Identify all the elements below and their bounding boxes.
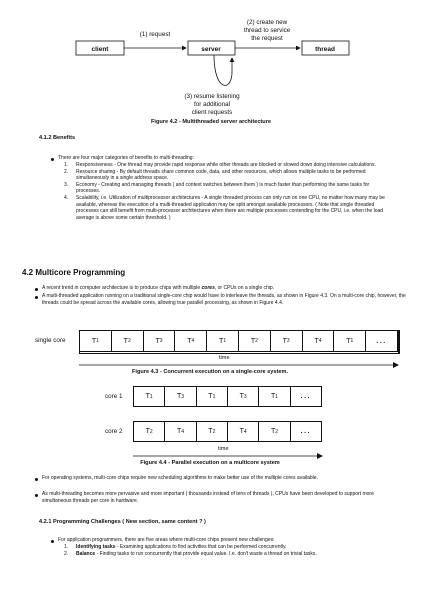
continuation-cell: ... [376,337,387,345]
resume-loop-arrow [214,55,232,85]
multicore-bullet-1: A recent trend in computer architecture is to produce chips with multiple cores, or CPUs on a single chip. [42,285,275,291]
benefit-item: 4. Scalability, i.e. Utilization of multiprocessor architectures - A single threaded process can only run on one CPU, no matter how many may be available, whereas the execution of a multi-threaded application may be split amongst available processors. ( Note that single threaded processes can still benefit from multi-processor architectures when there are multiple processes contending for the CPU, i.e. when the load average is above some certain threshold. ) [64,194,385,221]
multicore-heading: 4.2 Multicore Programming [22,268,126,277]
benefits-heading: 4.1.2 Benefits [39,135,76,141]
continuation-cell: ... [300,393,311,400]
time-slice: T 2 [197,422,228,441]
figure-4-4-caption: Figure 4.4 - Parallel execution on a multicore system [140,460,280,466]
core-2-timeline [133,421,322,442]
challenges-intro: For application programmers, there are five areas where multi-core chips present new challenges: [58,537,275,543]
time-slice: T 3 [228,387,259,406]
time-slice: T 1 [197,387,228,406]
benefits-intro: There are four major categories of benefits to multi-threading: [58,155,194,161]
client-label: client [91,46,109,53]
create-label-3: the request [251,35,283,42]
benefit-item: 2. Resource sharing - By default threads share common code, data, and other resources, which allows multiple tasks to be performed simultaneously in a single address space. [64,168,366,182]
server-label: server [201,46,221,53]
time-slice: T 3 [271,331,303,351]
time-label-1: time [219,355,230,361]
create-label-1: (2) create new [246,19,288,26]
challenge-item: 1. Identifying tasks - Examining applications to find activities that can be performed concurrently. [64,544,287,550]
time-slice: T 3 [144,331,176,351]
time-slice: T 4 [165,422,196,441]
time-slice: T 1 [259,387,290,406]
time-slice: T 2 [134,422,165,441]
programming-challenges-heading: 4.2.1 Programming Challenges ( New section, same content ? ) [39,519,206,525]
single-core-label: single core [35,337,66,344]
multithreaded-server-diagram [0,0,423,130]
scheduling-bullet: For operating systems, multi-core chips require new scheduling algorithms to make better use of the multiple cores available. [42,475,318,481]
core-1-label: core 1 [105,393,123,400]
core-2-label: core 2 [105,428,123,435]
figure-4-2-caption: Figure 4.2 - Multithreaded server architecture [151,119,271,125]
continuation-cell: ... [300,428,311,435]
time-arrow-2 [133,453,323,459]
single-core-cells [79,330,398,352]
benefit-item: 1. Responsiveness - One thread may provide rapid response while other threads are blocked or slowed down doing intensive calculations. [64,162,376,168]
bullet [51,158,54,161]
time-slice: T 4 [175,331,207,351]
challenge-item: 2. Balance - Finding tasks to run concurrently that provide equal value. I.e. don't waste a thread on trivial tasks. [64,550,317,557]
bullet [35,494,38,497]
time-arrow-1 [79,362,399,368]
time-slice: T 2 [112,331,144,351]
request-label: (1) request [139,31,171,38]
time-slice: T 1 [134,387,165,406]
time-slice: T 1 [80,331,112,351]
time-slice: T 1 [334,331,366,351]
time-slice: T 4 [228,422,259,441]
thread-label: thread [315,46,335,53]
bullet [35,296,38,299]
core-1-timeline [133,386,322,407]
figure-4-3-caption: Figure 4.3 - Concurrent execution on a single-core system. [131,369,289,375]
time-slice: T 4 [303,331,335,351]
resume-label-3: client requests [191,109,233,116]
benefit-item: 3. Economy - Creating and managing threads ( and context switches between them ) is much faster than performing the same tasks for processes. [64,181,370,195]
bullet [35,288,38,291]
time-label-2: time [218,446,229,452]
hardware-threads-bullet: As multi-threading becomes more pervasive and more important ( thousands instead of tens of threads ), CPUs have been developed to support more simultaneous threads per core in hardware. [42,491,374,504]
bullet [35,478,38,481]
resume-label-1: (3) resume listening [184,93,240,100]
resume-label-2: for additional [193,101,231,108]
create-label-2: thread to service [243,27,291,34]
time-slice: T 3 [165,387,196,406]
benefits-list [64,162,386,221]
bullet [51,540,54,543]
challenges-list [64,544,386,557]
time-slice: T 2 [239,331,271,351]
time-slice: T 2 [259,422,290,441]
time-slice: T 1 [207,331,239,351]
multicore-bullet-2: A multi-threaded application running on a traditional single-core chip would have to interleave the threads, as shown in Figure 4.3. On a multi-core chip, however, the threads could be spread across the available cores, allowing true parallel processing, as shown in Figure 4.4. [42,293,406,306]
